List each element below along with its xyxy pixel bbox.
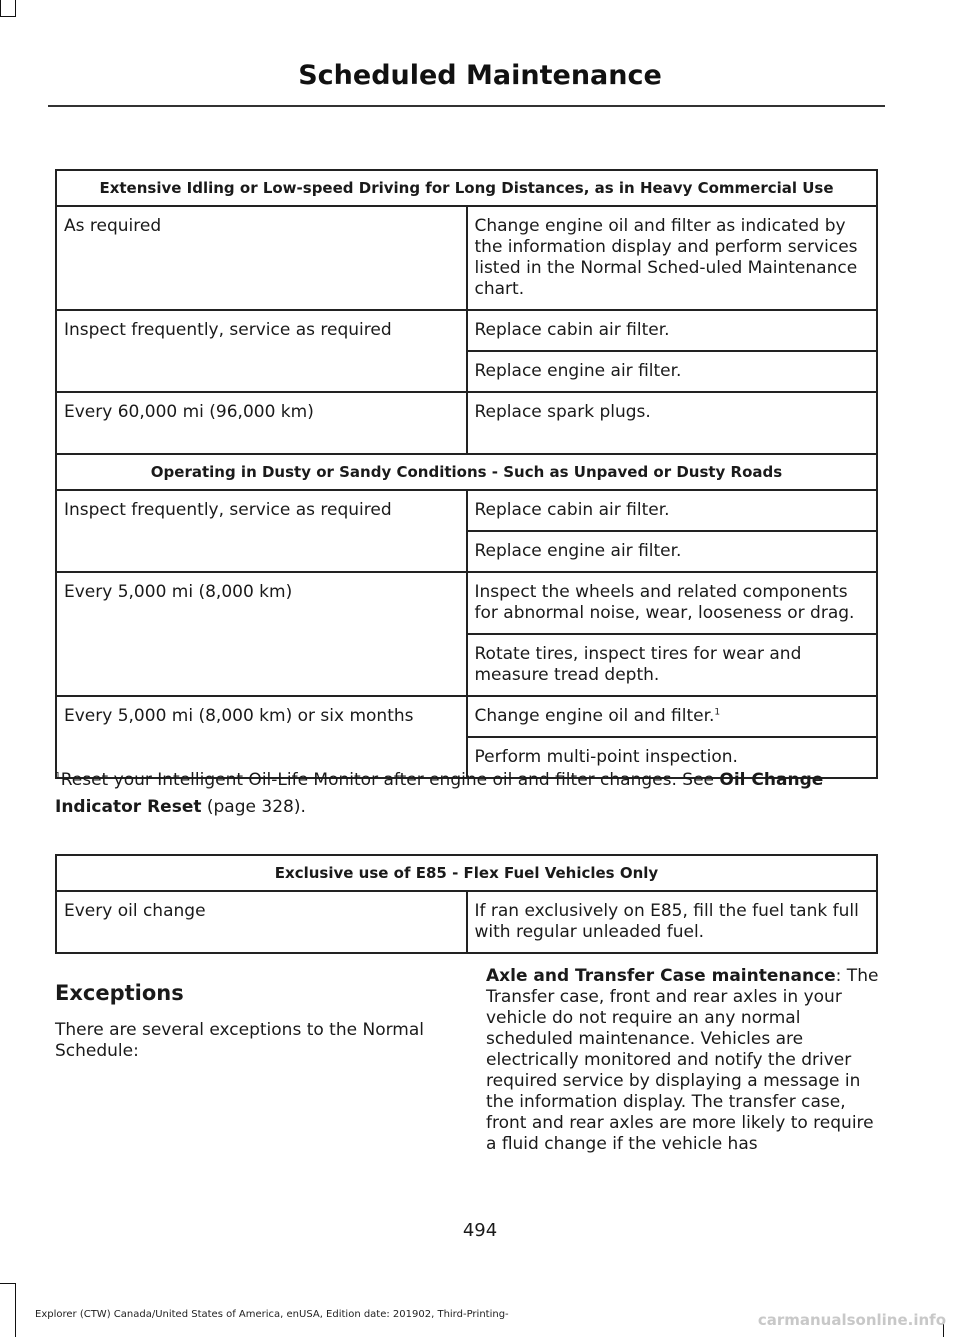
crop-mark (0, 1283, 16, 1284)
interval-cell: Every oil change (56, 891, 467, 953)
table-title: Exclusive use of E85 - Flex Fuel Vehicles Only (56, 855, 877, 891)
action-cell: Rotate tires, inspect tires for wear and measure tread depth. (467, 634, 878, 696)
footnote-marker: 1 (714, 707, 721, 718)
table-title: Operating in Dusty or Sandy Conditions - Such as Unpaved or Dusty Roads (56, 454, 877, 490)
axle-paragraph (486, 966, 881, 1155)
table-row (56, 206, 877, 310)
action-cell: Change engine oil and filter as indicated by the information display and perform services listed in the Normal Sched-uled Maintenance chart. (467, 206, 878, 310)
action-cell: Replace cabin air filter. (467, 490, 878, 531)
edition-info: Explorer (CTW) Canada/United States of America, enUSA, Edition date: 201902, Third-Printing- (35, 1309, 509, 1320)
exceptions-body: There are several exceptions to the Normal Schedule: (55, 1020, 424, 1061)
interval-cell: Every 60,000 mi (96,000 km) (56, 392, 467, 454)
crop-mark (15, 0, 16, 16)
interval-cell: Inspect frequently, service as required (56, 310, 467, 392)
interval-cell: As required (56, 206, 467, 310)
action-cell: Replace engine air filter. (467, 351, 878, 392)
crop-mark (15, 1283, 16, 1337)
footnote-marker: 1 (55, 771, 61, 782)
table-row (56, 891, 877, 953)
e85-table (55, 854, 878, 954)
action-cell: Replace engine air filter. (467, 531, 878, 572)
action-cell: If ran exclusively on E85, fill the fuel tank full with regular unleaded fuel. (467, 891, 878, 953)
exceptions-heading: Exceptions (55, 981, 184, 1005)
action-cell: Replace cabin air filter. (467, 310, 878, 351)
page-title: Scheduled Maintenance (298, 60, 662, 91)
watermark: carmanualsonline.info (757, 1311, 946, 1329)
axle-heading: Axle and Transfer Case maintenance (486, 966, 836, 986)
table-row (56, 696, 877, 737)
interval-cell: Every 5,000 mi (8,000 km) (56, 572, 467, 696)
footnote (55, 767, 881, 821)
action-cell: Replace spark plugs. (467, 392, 878, 454)
idling-maintenance-table (55, 169, 878, 455)
interval-cell: Every 5,000 mi (8,000 km) or six months (56, 696, 467, 778)
footnote-link[interactable]: Oil Change Indicator Reset (55, 770, 824, 817)
table-row (56, 490, 877, 531)
footnote-text: Reset your Intelligent Oil-Life Monitor after engine oil and filter changes. See (60, 770, 720, 790)
page-number: 494 (462, 1220, 498, 1241)
axle-colon: : (835, 966, 842, 986)
crop-mark (0, 0, 1, 16)
action-cell: Inspect the wheels and related components for abnormal noise, wear, looseness or drag. (467, 572, 878, 634)
axle-body: The Transfer case, front and rear axles in your vehicle do not require an any normal scheduled maintenance. Vehicles are electrically monitored and notify the driver required service by displaying a message in the information display. The transfer case, front and rear axles are more likely to require a fluid change if the vehicle has (486, 966, 879, 1154)
table-row (56, 310, 877, 351)
action-text: Change engine oil and filter. (474, 706, 715, 726)
footnote-page: (page 328). (201, 797, 306, 817)
crop-mark (0, 16, 16, 17)
action-cell: Perform multi-point inspection. (467, 737, 878, 778)
table-row (56, 392, 877, 454)
interval-cell: Inspect frequently, service as required (56, 490, 467, 572)
table-title: Extensive Idling or Low-speed Driving for Long Distances, as in Heavy Commercial Use (56, 170, 877, 206)
table-row (56, 572, 877, 634)
action-cell (467, 696, 878, 737)
header-divider (48, 105, 885, 107)
